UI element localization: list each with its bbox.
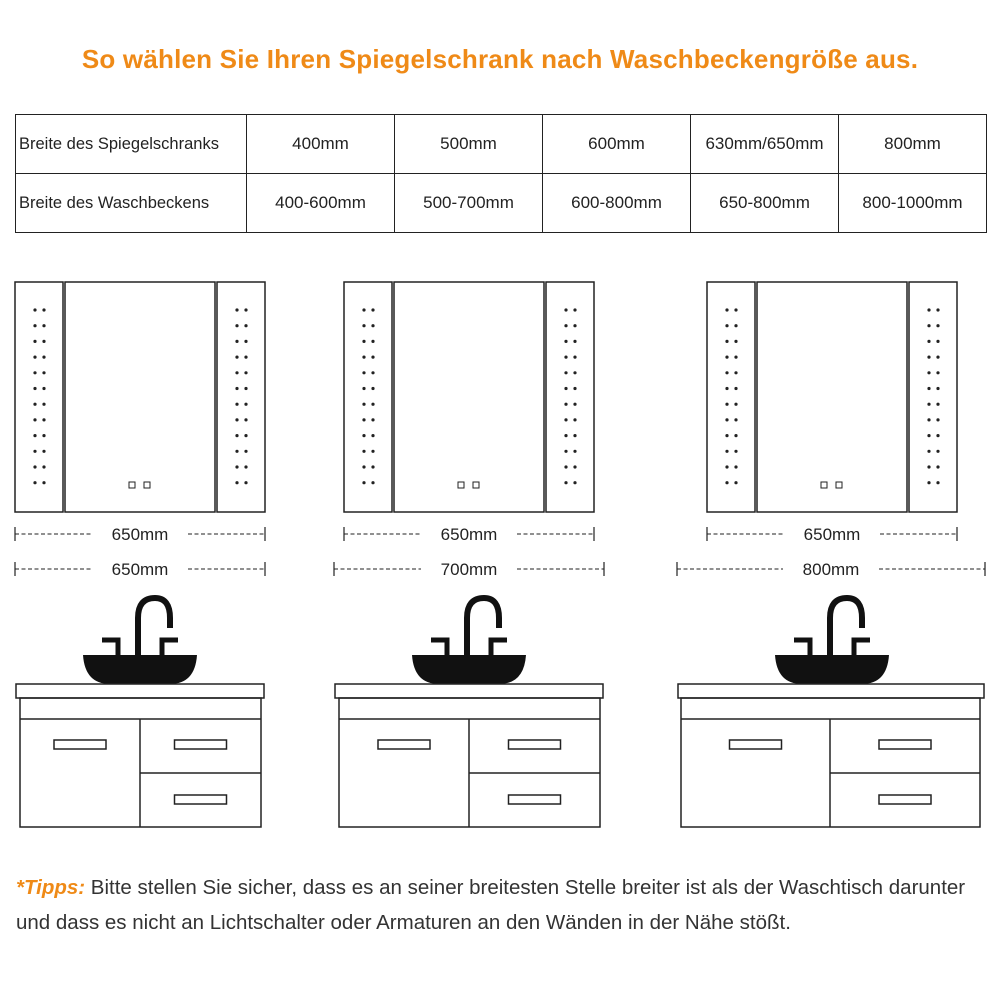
led-dot bbox=[936, 340, 939, 343]
led-dot bbox=[362, 324, 365, 327]
table-cell: 400-600mm bbox=[247, 174, 395, 233]
led-dot bbox=[33, 434, 36, 437]
led-dot bbox=[244, 450, 247, 453]
drawer-handle bbox=[879, 740, 931, 749]
led-dot bbox=[244, 434, 247, 437]
led-dot bbox=[725, 450, 728, 453]
led-dot bbox=[734, 324, 737, 327]
tip-label: *Tipps: bbox=[16, 876, 86, 899]
basin-and-faucet bbox=[775, 598, 889, 684]
led-dot bbox=[235, 340, 238, 343]
mirror-cabinet bbox=[344, 282, 594, 512]
cabinet-right-panel bbox=[909, 282, 957, 512]
faucet-handle-right bbox=[162, 640, 178, 655]
led-dot bbox=[564, 324, 567, 327]
mirror-cabinet bbox=[707, 282, 957, 512]
table-cell: 630mm/650mm bbox=[691, 115, 839, 174]
led-dot bbox=[936, 434, 939, 437]
led-dot bbox=[936, 308, 939, 311]
basin-bowl bbox=[412, 655, 526, 684]
led-dot bbox=[362, 450, 365, 453]
led-dot bbox=[725, 434, 728, 437]
dimension-label: 650mm bbox=[803, 525, 861, 544]
led-dot bbox=[371, 434, 374, 437]
led-dot bbox=[564, 371, 567, 374]
dimension-label: 650mm bbox=[111, 560, 169, 579]
led-dot bbox=[42, 340, 45, 343]
touch-switch-icon bbox=[129, 482, 135, 488]
dimension-label: 650mm bbox=[111, 525, 169, 544]
led-dot bbox=[362, 387, 365, 390]
led-dot bbox=[371, 403, 374, 406]
led-dot bbox=[235, 308, 238, 311]
illustration-group-1 bbox=[15, 282, 265, 827]
led-dot bbox=[42, 450, 45, 453]
led-dot bbox=[927, 356, 930, 359]
led-dot bbox=[564, 387, 567, 390]
led-dot bbox=[244, 356, 247, 359]
led-dot bbox=[235, 450, 238, 453]
table-cell: 400mm bbox=[247, 115, 395, 174]
touch-switch-icon bbox=[144, 482, 150, 488]
tip-text bbox=[16, 870, 991, 940]
led-dot bbox=[33, 356, 36, 359]
led-dot bbox=[362, 465, 365, 468]
led-dot bbox=[235, 481, 238, 484]
vanity-cabinet bbox=[335, 684, 603, 827]
led-dot bbox=[564, 481, 567, 484]
tip-body: Bitte stellen Sie sicher, dass es an seiner breitesten Stelle breiter ist als der Waschtisch darunter und dass es nicht an Lichtschalter oder Armaturen an den Wänden in der Nähe stößt. bbox=[16, 876, 966, 934]
led-dot bbox=[573, 371, 576, 374]
door-handle bbox=[730, 740, 782, 749]
led-dot bbox=[936, 371, 939, 374]
page-title: So wählen Sie Ihren Spiegelschrank nach Waschbeckengröße aus. bbox=[81, 44, 919, 74]
vanity-cabinet bbox=[16, 684, 264, 827]
led-dot bbox=[235, 418, 238, 421]
cabinet-width-dimension bbox=[344, 525, 594, 544]
cabinet-mirror-door bbox=[65, 282, 215, 512]
mirror-cabinet bbox=[15, 282, 265, 512]
led-dot bbox=[927, 418, 930, 421]
touch-switch-icon bbox=[821, 482, 827, 488]
led-dot bbox=[725, 356, 728, 359]
drawer-handle bbox=[509, 795, 561, 804]
led-dot bbox=[42, 434, 45, 437]
touch-switch-icon bbox=[836, 482, 842, 488]
led-dot bbox=[573, 308, 576, 311]
led-dot bbox=[725, 418, 728, 421]
row-header-cabinet-width: Breite des Spiegelschranks bbox=[16, 115, 247, 174]
led-dot bbox=[42, 481, 45, 484]
led-dot bbox=[564, 340, 567, 343]
led-dot bbox=[244, 324, 247, 327]
led-dot bbox=[371, 340, 374, 343]
illustration-group-2 bbox=[334, 282, 604, 827]
led-dot bbox=[725, 387, 728, 390]
led-dot bbox=[42, 418, 45, 421]
table-cell: 800mm bbox=[839, 115, 987, 174]
led-dot bbox=[927, 324, 930, 327]
faucet-spout bbox=[138, 598, 170, 655]
cabinet-left-panel bbox=[344, 282, 392, 512]
led-dot bbox=[573, 434, 576, 437]
led-dot bbox=[244, 387, 247, 390]
cabinet-right-panel bbox=[217, 282, 265, 512]
basin-bowl bbox=[83, 655, 197, 684]
cabinet-width-dimension bbox=[15, 525, 265, 544]
basin-width-dimension bbox=[677, 560, 985, 579]
led-dot bbox=[235, 403, 238, 406]
led-dot bbox=[725, 340, 728, 343]
led-dot bbox=[725, 324, 728, 327]
led-dot bbox=[362, 481, 365, 484]
led-dot bbox=[927, 387, 930, 390]
drawer-handle bbox=[509, 740, 561, 749]
faucet-spout bbox=[830, 598, 862, 655]
led-dot bbox=[927, 481, 930, 484]
led-dot bbox=[362, 308, 365, 311]
faucet-handle-left bbox=[431, 640, 447, 655]
touch-switch-icon bbox=[458, 482, 464, 488]
led-dot bbox=[244, 418, 247, 421]
drawer-handle bbox=[175, 795, 227, 804]
led-dot bbox=[573, 387, 576, 390]
led-dot bbox=[573, 481, 576, 484]
led-dot bbox=[573, 324, 576, 327]
dimension-label: 800mm bbox=[802, 560, 860, 579]
led-dot bbox=[927, 434, 930, 437]
led-dot bbox=[936, 403, 939, 406]
led-dot bbox=[244, 403, 247, 406]
faucet-handle-right bbox=[854, 640, 870, 655]
table-cell: 600-800mm bbox=[543, 174, 691, 233]
led-dot bbox=[42, 403, 45, 406]
led-dot bbox=[33, 450, 36, 453]
led-dot bbox=[42, 371, 45, 374]
dimension-label: 700mm bbox=[440, 560, 498, 579]
led-dot bbox=[936, 418, 939, 421]
faucet-handle-right bbox=[491, 640, 507, 655]
led-dot bbox=[235, 324, 238, 327]
table-cell: 500mm bbox=[395, 115, 543, 174]
touch-switch-icon bbox=[473, 482, 479, 488]
led-dot bbox=[33, 465, 36, 468]
dimension-label: 650mm bbox=[440, 525, 498, 544]
cabinet-width-dimension bbox=[707, 525, 957, 544]
led-dot bbox=[244, 481, 247, 484]
led-dot bbox=[725, 481, 728, 484]
led-dot bbox=[362, 340, 365, 343]
cabinet-mirror-door bbox=[757, 282, 907, 512]
led-dot bbox=[235, 356, 238, 359]
led-dot bbox=[371, 465, 374, 468]
led-dot bbox=[927, 340, 930, 343]
led-dot bbox=[235, 434, 238, 437]
basin-and-faucet bbox=[412, 598, 526, 684]
cabinet-mirror-door bbox=[394, 282, 544, 512]
led-dot bbox=[725, 403, 728, 406]
row-header-basin-width: Breite des Waschbeckens bbox=[16, 174, 247, 233]
door-handle bbox=[54, 740, 106, 749]
led-dot bbox=[573, 418, 576, 421]
door-handle bbox=[378, 740, 430, 749]
faucet-spout bbox=[467, 598, 499, 655]
led-dot bbox=[244, 308, 247, 311]
led-dot bbox=[362, 356, 365, 359]
led-dot bbox=[734, 356, 737, 359]
led-dot bbox=[734, 403, 737, 406]
led-dot bbox=[42, 356, 45, 359]
led-dot bbox=[573, 465, 576, 468]
led-dot bbox=[573, 340, 576, 343]
led-dot bbox=[244, 465, 247, 468]
led-dot bbox=[573, 450, 576, 453]
led-dot bbox=[927, 450, 930, 453]
faucet-handle-left bbox=[794, 640, 810, 655]
table-cell: 650-800mm bbox=[691, 174, 839, 233]
led-dot bbox=[936, 450, 939, 453]
basin-width-dimension bbox=[15, 560, 265, 579]
led-dot bbox=[734, 465, 737, 468]
led-dot bbox=[734, 387, 737, 390]
led-dot bbox=[362, 371, 365, 374]
led-dot bbox=[734, 418, 737, 421]
led-dot bbox=[927, 371, 930, 374]
led-dot bbox=[371, 356, 374, 359]
led-dot bbox=[734, 308, 737, 311]
led-dot bbox=[362, 403, 365, 406]
led-dot bbox=[33, 324, 36, 327]
led-dot bbox=[936, 356, 939, 359]
vanity-countertop bbox=[335, 684, 603, 698]
led-dot bbox=[235, 465, 238, 468]
led-dot bbox=[936, 324, 939, 327]
vanity-cabinet bbox=[678, 684, 984, 827]
led-dot bbox=[235, 371, 238, 374]
vanity-countertop bbox=[16, 684, 264, 698]
led-dot bbox=[42, 324, 45, 327]
cabinet-right-panel bbox=[546, 282, 594, 512]
led-dot bbox=[371, 418, 374, 421]
basin-bowl bbox=[775, 655, 889, 684]
led-dot bbox=[33, 481, 36, 484]
led-dot bbox=[734, 481, 737, 484]
led-dot bbox=[42, 465, 45, 468]
led-dot bbox=[244, 340, 247, 343]
drawer-handle bbox=[175, 740, 227, 749]
led-dot bbox=[927, 465, 930, 468]
led-dot bbox=[936, 481, 939, 484]
led-dot bbox=[734, 340, 737, 343]
led-dot bbox=[725, 371, 728, 374]
led-dot bbox=[927, 308, 930, 311]
led-dot bbox=[725, 308, 728, 311]
illustration-group-3 bbox=[677, 282, 985, 827]
led-dot bbox=[371, 324, 374, 327]
led-dot bbox=[564, 356, 567, 359]
led-dot bbox=[371, 450, 374, 453]
led-dot bbox=[573, 403, 576, 406]
led-dot bbox=[734, 450, 737, 453]
led-dot bbox=[33, 418, 36, 421]
led-dot bbox=[371, 308, 374, 311]
basin-and-faucet bbox=[83, 598, 197, 684]
led-dot bbox=[33, 371, 36, 374]
led-dot bbox=[725, 465, 728, 468]
table-cell: 500-700mm bbox=[395, 174, 543, 233]
led-dot bbox=[244, 371, 247, 374]
cabinet-left-panel bbox=[707, 282, 755, 512]
led-dot bbox=[42, 308, 45, 311]
table-cell: 800-1000mm bbox=[839, 174, 987, 233]
led-dot bbox=[564, 418, 567, 421]
led-dot bbox=[371, 371, 374, 374]
led-dot bbox=[564, 308, 567, 311]
led-dot bbox=[33, 308, 36, 311]
led-dot bbox=[371, 481, 374, 484]
led-dot bbox=[371, 387, 374, 390]
led-dot bbox=[235, 387, 238, 390]
led-dot bbox=[573, 356, 576, 359]
led-dot bbox=[936, 387, 939, 390]
led-dot bbox=[927, 403, 930, 406]
led-dot bbox=[936, 465, 939, 468]
table-cell: 600mm bbox=[543, 115, 691, 174]
led-dot bbox=[33, 403, 36, 406]
led-dot bbox=[33, 340, 36, 343]
led-dot bbox=[564, 434, 567, 437]
cabinet-left-panel bbox=[15, 282, 63, 512]
drawer-handle bbox=[879, 795, 931, 804]
led-dot bbox=[33, 387, 36, 390]
led-dot bbox=[362, 418, 365, 421]
led-dot bbox=[734, 434, 737, 437]
vanity-countertop bbox=[678, 684, 984, 698]
led-dot bbox=[564, 465, 567, 468]
led-dot bbox=[564, 403, 567, 406]
led-dot bbox=[42, 387, 45, 390]
faucet-handle-left bbox=[102, 640, 118, 655]
basin-width-dimension bbox=[334, 560, 604, 579]
led-dot bbox=[734, 371, 737, 374]
led-dot bbox=[362, 434, 365, 437]
led-dot bbox=[564, 450, 567, 453]
